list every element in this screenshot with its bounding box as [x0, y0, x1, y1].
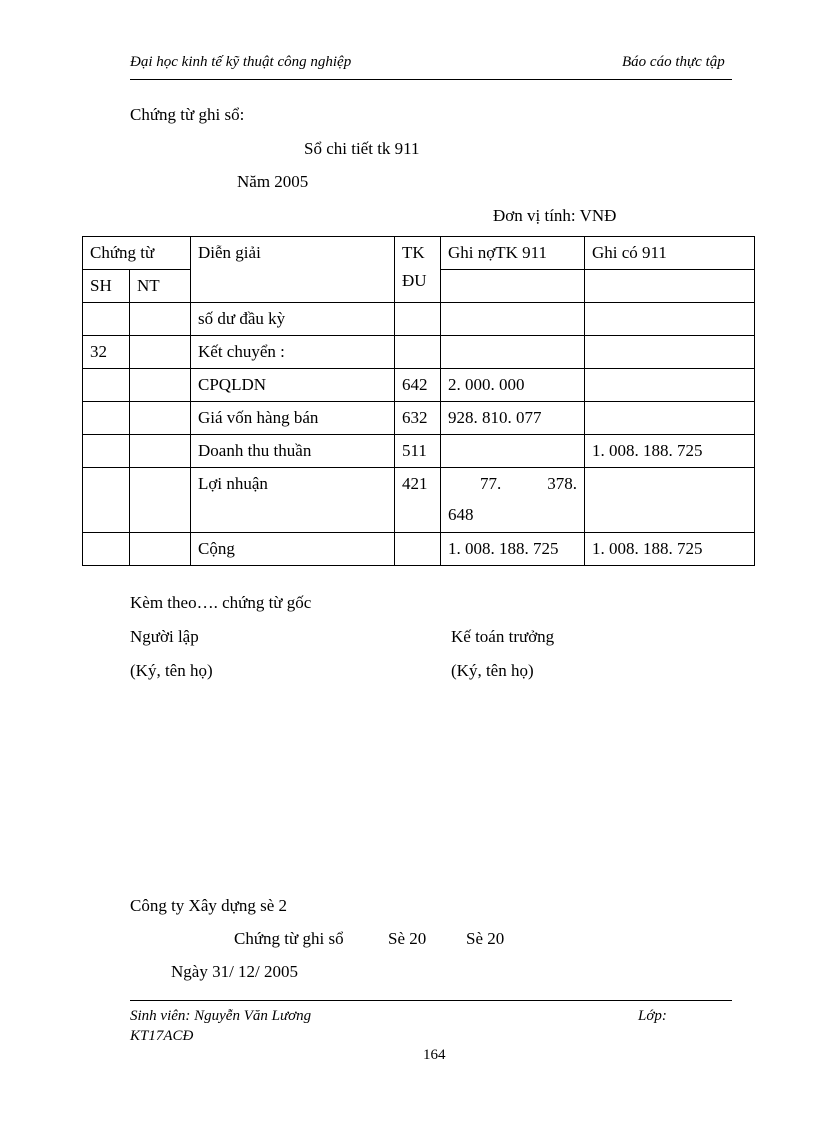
header-debit-blank: [441, 270, 585, 303]
cell-nt: [130, 303, 191, 336]
chief-accountant-label: Kế toán trưởng: [451, 627, 555, 646]
cell-credit: [585, 402, 755, 435]
cell-nt: [130, 435, 191, 468]
cell-debit: [441, 435, 585, 468]
header-account-line1: TK: [402, 243, 425, 262]
cell-nt: [130, 336, 191, 369]
cell-credit: 1. 008. 188. 725: [585, 435, 755, 468]
cell-sh: [83, 468, 130, 533]
cell-description: Lợi nhuận: [191, 468, 395, 533]
cell-nt: [130, 369, 191, 402]
cell-account: [395, 533, 441, 566]
page-number: 164: [423, 1047, 446, 1063]
cell-debit: 928. 810. 077: [441, 402, 585, 435]
table-row-total: [83, 533, 755, 566]
table-header-row: [83, 237, 755, 270]
cell-debit: 1. 008. 188. 725: [441, 533, 585, 566]
cell-debit: 2. 000. 000: [441, 369, 585, 402]
cell-credit: [585, 303, 755, 336]
cell-description: CPQLDN: [191, 369, 395, 402]
document-year: Năm 2005: [237, 172, 309, 191]
company-name: Công ty Xây dựng sè 2: [130, 896, 288, 915]
debit-part: 77.: [480, 474, 502, 493]
header-rule: [130, 79, 732, 80]
attachment-note: Kèm theo…. chứng từ gốc: [130, 593, 312, 612]
cell-credit: [585, 369, 755, 402]
header-report-type: Báo cáo thực tập: [622, 54, 725, 70]
footer-student: Sinh viên: Nguyễn Văn Lương: [130, 1008, 312, 1024]
preparer-sign-note: (Ký, tên họ): [130, 661, 213, 680]
cell-nt: [130, 468, 191, 533]
cell-description: Giá vốn hàng bán: [191, 402, 395, 435]
footer-class-code: KT17ACĐ: [130, 1028, 194, 1044]
cell-credit: [585, 336, 755, 369]
cell-account: [395, 336, 441, 369]
cell-account: 511: [395, 435, 441, 468]
debit-tail: 648: [448, 505, 474, 524]
chief-accountant-sign-note: (Ký, tên họ): [451, 661, 534, 680]
cell-sh: [83, 303, 130, 336]
voucher-number-1: Sè 20: [388, 929, 427, 948]
debit-justified-line: [448, 470, 577, 498]
header-voucher: Chứng từ: [83, 237, 191, 270]
voucher-line-label: Chứng từ ghi sổ: [234, 929, 344, 948]
preparer-label: Người lập: [130, 627, 199, 646]
table-row: [83, 402, 755, 435]
header-sh: SH: [83, 270, 130, 303]
table-row: [83, 435, 755, 468]
header-debit: Ghi nợTK 911: [441, 237, 585, 270]
cell-description: số dư đầu kỳ: [191, 303, 395, 336]
cell-description: Cộng: [191, 533, 395, 566]
cell-account: 421: [395, 468, 441, 533]
cell-credit: 1. 008. 188. 725: [585, 533, 755, 566]
cell-account: [395, 303, 441, 336]
cell-description: Kết chuyển :: [191, 336, 395, 369]
table-row: [83, 369, 755, 402]
header-credit: Ghi có 911: [585, 237, 755, 270]
cell-sh: [83, 369, 130, 402]
header-account-line2: ĐU: [402, 271, 427, 290]
voucher-label: Chứng từ ghi sổ:: [130, 105, 245, 124]
footer-class-label: Lớp:: [638, 1008, 667, 1024]
cell-debit: [441, 303, 585, 336]
header-school: Đại học kinh tế kỹ thuật công nghiệp: [130, 54, 352, 70]
document-title: Sổ chi tiết tk 911: [304, 139, 420, 158]
cell-description: Doanh thu thuần: [191, 435, 395, 468]
currency-unit: Đơn vị tính: VNĐ: [493, 206, 617, 225]
cell-nt: [130, 533, 191, 566]
header-description: Diễn giải: [191, 237, 395, 303]
voucher-number-2: Sè 20: [466, 929, 505, 948]
cell-credit: [585, 468, 755, 533]
voucher-date: Ngày 31/ 12/ 2005: [171, 962, 299, 981]
cell-account: 642: [395, 369, 441, 402]
table-row: [83, 303, 755, 336]
cell-sh: [83, 435, 130, 468]
cell-nt: [130, 402, 191, 435]
header-nt: NT: [130, 270, 191, 303]
cell-account: 632: [395, 402, 441, 435]
table-row: [83, 336, 755, 369]
header-credit-blank: [585, 270, 755, 303]
cell-sh: [83, 402, 130, 435]
cell-sh: 32: [83, 336, 130, 369]
footer-rule: [130, 1000, 732, 1001]
ledger-table: [82, 236, 755, 566]
table-row: [83, 468, 755, 533]
debit-part: 378.: [547, 474, 577, 493]
cell-debit: [441, 468, 585, 533]
cell-sh: [83, 533, 130, 566]
cell-debit: [441, 336, 585, 369]
header-account: [395, 237, 441, 303]
